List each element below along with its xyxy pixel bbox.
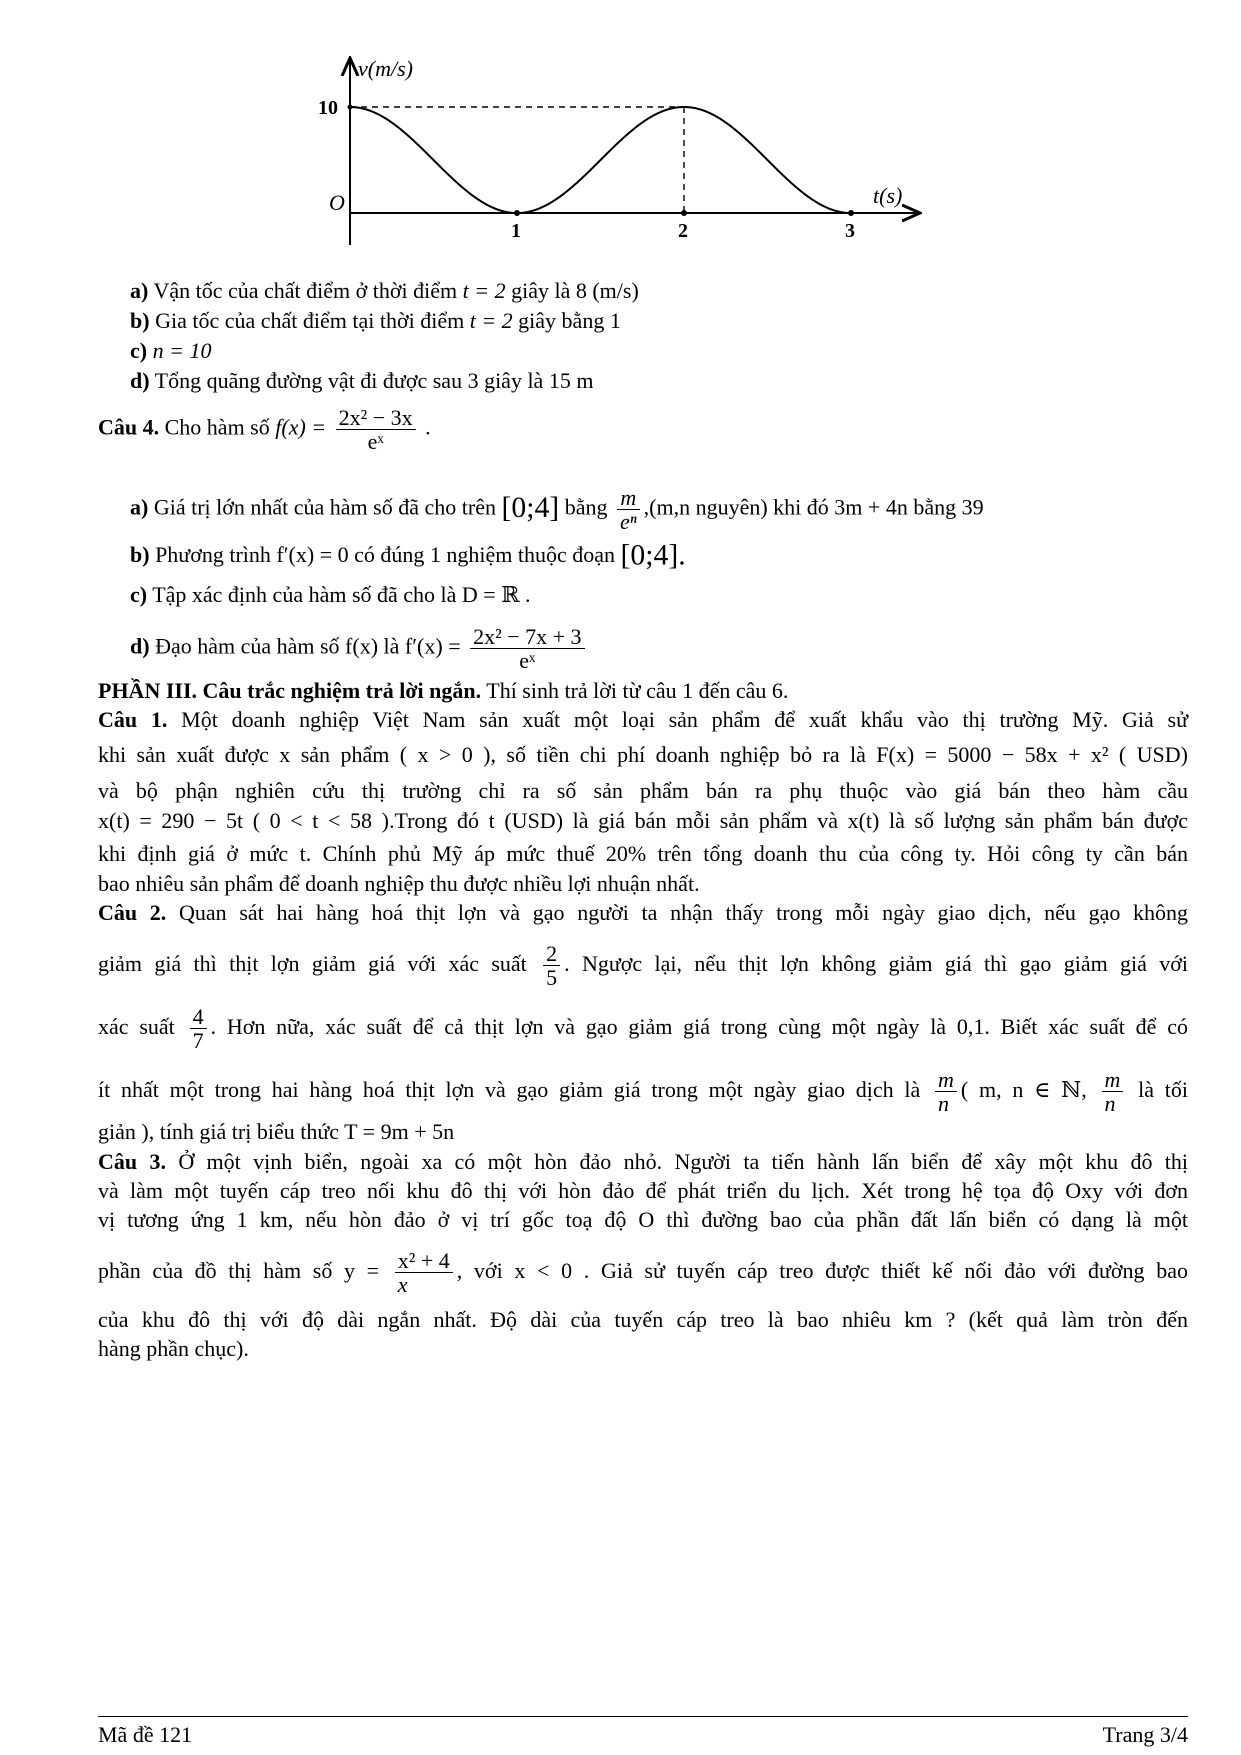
q4-function-fraction: $\frac{\text{2x² − 3x}}{\text{eˣ}}$ (336, 406, 416, 453)
q4-stem: Câu 4. Cho hàm số f(x) = $\frac{\text{2x² − 3x}}{\text{eˣ}}$ . (98, 405, 431, 455)
q3-option-b: b) Gia tốc của chất điểm tại thời điểm t = 2 giây bằng 1 (130, 308, 621, 333)
cau2-line3: xác suất $\frac{4}{7}$ . Hơn nữa, xác suất để cả thịt lợn và gạo giảm giá trong cùng một ngày là 0,1. Biết xác suất để có (98, 1004, 1188, 1054)
cau2-line1: Câu 2. Quan sát hai hàng hoá thịt lợn và gạo người ta nhận thấy trong mỗi ngày giao dịch, nếu gạo không (98, 900, 1189, 925)
x-tick-label-3: 3 (845, 220, 855, 242)
x-tick-label-1: 1 (511, 220, 521, 242)
cau2-fraction-m-n: $\frac{m}{n}$ (935, 1068, 957, 1115)
cau3-line4: phần của đồ thị hàm số y = $\frac{\text{x² + 4}}{x}$ , với x < 0 . Giả sử tuyến cáp treo được thiết kế nối đảo với đường bao (98, 1248, 1188, 1298)
footer-rule (98, 1716, 1188, 1717)
cau1-line1: Câu 1. Một doanh nghiệp Việt Nam sản xuất một loại sản phẩm để xuất khẩu vào thị trường Mỹ. Giả sử (98, 707, 1189, 732)
cau2-line5: giản ), tính giá trị biểu thức T = 9m + 5n (98, 1119, 455, 1144)
cau1-line3: và bộ phận nghiên cứu thị trường chỉ ra số sản phẩm bán ra phụ thuộc vào giá bán theo hàm cầu (98, 778, 1188, 803)
cau2-line2: giảm giá thì thịt lợn giảm giá với xác suất $\frac{2}{5}$ . Ngược lại, nếu thịt lợn không giảm giá thì gạo giảm giá với (98, 941, 1189, 991)
origin-label: O (329, 190, 345, 215)
page-number: Trang 3/4 (1102, 1722, 1188, 1747)
cau3-line2: và làm một tuyến cáp treo nối khu đô thị với hòn đảo để phát triển du lịch. Xét trong hệ tọa độ Oxy với đơn (98, 1178, 1188, 1203)
cau3-function-fraction: $\frac{\text{x² + 4}}{x}$ (395, 1249, 453, 1296)
cau3-line5: của khu đô thị với độ dài ngắn nhất. Độ dài của tuyến cáp treo là bao nhiêu km ? (kết quả làm tròn đến (98, 1307, 1188, 1332)
tick-point-3 (848, 210, 854, 216)
cau3-line1: Câu 3. Ở một vịnh biển, ngoài xa có một hòn đảo nhỏ. Người ta tiến hành lấn biển để xây một khu đô thị (98, 1149, 1189, 1174)
q3-option-d: d) Tổng quãng đường vật đi được sau 3 giây là 15 m (130, 368, 594, 393)
cau3-line6: hàng phần chục). (98, 1336, 249, 1361)
velocity-curve (350, 107, 851, 213)
x-axis-label: t(s) (873, 183, 903, 208)
tick-point-10 (348, 105, 353, 110)
q3-option-a: a) Vận tốc của chất điểm ở thời điểm t = 2 giây là 8 (m/s) (130, 278, 639, 303)
cau2-fraction-2-5: $\frac{2}{5}$ (543, 942, 560, 989)
q4-option-b: b) Phương trình f′(x) = 0 có đúng 1 nghiệm thuộc đoạn [0;4]. (130, 539, 686, 572)
cau1-line2: khi sản xuất được x sản phẩm ( x > 0 ), số tiền chi phí doanh nghiệp bỏ ra là F(x) = 5000 − 58x + x² ( USD) (98, 742, 1188, 767)
exam-code: Mã đề 121 (98, 1722, 193, 1747)
x-tick-label-2: 2 (678, 220, 688, 242)
tick-point-1 (514, 210, 520, 216)
y-tick-label: 10 (318, 97, 338, 119)
q4-option-a: a) Giá trị lớn nhất của hàm số đã cho trên [0;4] bằng $\frac{m}{\text{eⁿ}}$ ,(m,n nguyên) khi đó 3m + 4n bằng 39 (130, 485, 984, 535)
cau1-line5: khi định giá ở mức t. Chính phủ Mỹ áp mức thuế 20% trên tổng doanh thu của công ty. Hỏi công ty cần bán (98, 841, 1188, 866)
cau2-fraction-4-7: $\frac{4}{7}$ (190, 1005, 207, 1052)
q3-option-c: c) n = 10 (130, 338, 212, 363)
cau2-line4: ít nhất một trong hai hàng hoá thịt lợn và gạo giảm giá trong một ngày giao dịch là $\frac{m}{n}$ ( m, n ∈ ℕ, $\frac{m}{n}$ là tối (98, 1067, 1189, 1117)
q4-option-d: d) Đạo hàm của hàm số f(x) là f′(x) = $\frac{\text{2x² − 7x + 3}}{\text{eˣ}}$ (130, 625, 589, 672)
cau1-line4: x(t) = 290 − 5t ( 0 < t < 58 ).Trong đó t (USD) là giá bán mỗi sản phẩm và x(t) là số lượng sản phẩm bán được (98, 808, 1188, 833)
q4-option-c: c) Tập xác định của hàm số đã cho là D = ℝ . (130, 582, 531, 607)
q4-d-fraction: $\frac{\text{2x² − 7x + 3}}{\text{eˣ}}$ (470, 625, 584, 672)
cau3-line3: vị tương ứng 1 km, nếu hòn đảo ở vị trí gốc toạ độ O thì đường bao của phần đất lấn biển có dạng là một (98, 1207, 1188, 1232)
y-axis-label: v(m/s) (358, 56, 413, 81)
tick-point-2 (681, 210, 687, 216)
cau1-line6: bao nhiêu sản phẩm để doanh nghiệp thu được nhiều lợi nhuận nhất. (98, 871, 700, 896)
part3-heading: PHẦN III. Câu trắc nghiệm trả lời ngắn. Thí sinh trả lời từ câu 1 đến câu 6. (98, 678, 789, 703)
cau2-fraction-m-n-2: $\frac{m}{n}$ (1102, 1068, 1124, 1115)
velocity-graph (318, 50, 930, 250)
q4-a-fraction: $\frac{m}{\text{eⁿ}}$ (617, 486, 640, 533)
